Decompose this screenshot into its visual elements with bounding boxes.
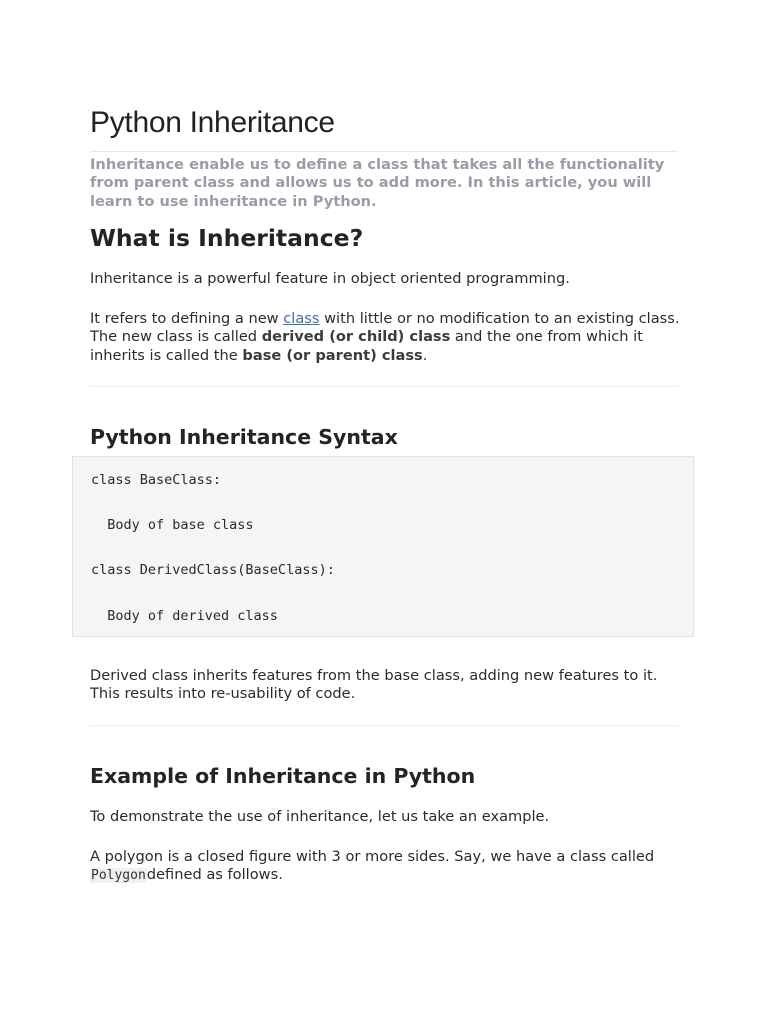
paragraph-demonstrate: To demonstrate the use of inheritance, let us take an example. <box>90 808 550 825</box>
code-line: class DerivedClass(BaseClass): <box>91 562 335 578</box>
section-divider <box>90 386 678 387</box>
text-segment: defined as follows. <box>146 866 283 884</box>
class-link[interactable]: class <box>283 310 320 327</box>
text-segment: . <box>422 346 428 364</box>
paragraph-derived-base <box>90 310 682 365</box>
text-segment: A polygon is a closed figure with 3 or more sides. Say, we have a class called <box>90 848 655 865</box>
section-divider <box>90 725 678 726</box>
paragraph-reusability: Derived class inherits features from the base class, adding new features to it. This results into re-usability of code. <box>90 667 658 703</box>
syntax-code-block <box>72 456 694 637</box>
text-segment: and the one from which it inherits is called the <box>90 328 643 364</box>
bold-derived-class: derived (or child) class <box>261 328 451 346</box>
title-divider <box>90 151 678 152</box>
bold-base-class: base (or parent) class <box>242 346 423 364</box>
code-line: Body of derived class <box>91 608 278 624</box>
page-title: Python Inheritance <box>90 106 335 139</box>
article-summary: Inheritance enable us to define a class that takes all the functionality from parent class and allows us to add more. In this article, you will learn to use inheritance in Python. <box>90 156 665 210</box>
code-line: Body of base class <box>91 517 254 533</box>
paragraph-definition: Inheritance is a powerful feature in object oriented programming. <box>90 270 570 287</box>
heading-inheritance-syntax: Python Inheritance Syntax <box>90 425 398 449</box>
heading-what-is-inheritance: What is Inheritance? <box>90 224 364 252</box>
text-segment: It refers to defining a new <box>90 310 284 327</box>
heading-example-inheritance: Example of Inheritance in Python <box>90 764 476 788</box>
inline-code-polygon: Polygon <box>91 868 146 884</box>
paragraph-polygon <box>90 848 682 886</box>
text-segment: with little or no modification to an existing class. The new class is called <box>90 310 680 346</box>
code-line: class BaseClass: <box>91 472 222 488</box>
